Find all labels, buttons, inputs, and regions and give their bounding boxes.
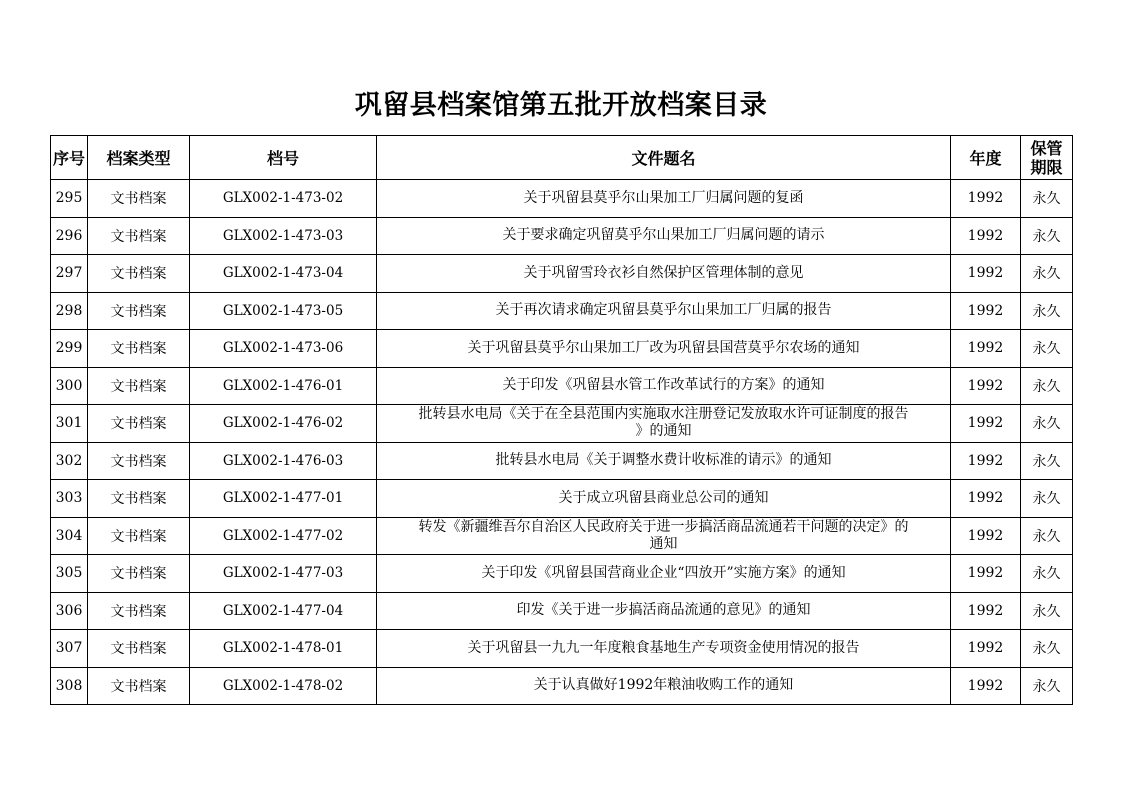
cell-type: 文书档案 bbox=[88, 367, 190, 405]
cell-archive-id: GLX002-1-473-02 bbox=[190, 180, 377, 218]
cell-year: 1992 bbox=[951, 180, 1021, 218]
cell-doc-title bbox=[377, 405, 951, 443]
cell-retention: 永久 bbox=[1021, 555, 1073, 593]
doc-title-continuation: 》的通知 bbox=[635, 423, 692, 440]
cell-doc-title bbox=[377, 217, 951, 255]
cell-retention: 永久 bbox=[1021, 367, 1073, 405]
cell-seq: 304 bbox=[51, 517, 88, 555]
doc-title-text: 关于印发《巩留县国营商业企业“四放开”实施方案》的通知 bbox=[481, 564, 846, 581]
cell-seq: 303 bbox=[51, 480, 88, 518]
cell-seq: 296 bbox=[51, 217, 88, 255]
table-row bbox=[51, 292, 1073, 330]
cell-retention: 永久 bbox=[1021, 405, 1073, 443]
table-body bbox=[51, 180, 1073, 705]
cell-type: 文书档案 bbox=[88, 630, 190, 668]
cell-doc-title bbox=[377, 255, 951, 293]
doc-title-text: 批转县水电局《关于调整水费计收标准的请示》的通知 bbox=[495, 452, 832, 469]
cell-seq: 302 bbox=[51, 442, 88, 480]
cell-year: 1992 bbox=[951, 630, 1021, 668]
cell-seq: 308 bbox=[51, 667, 88, 705]
cell-type: 文书档案 bbox=[88, 592, 190, 630]
cell-year: 1992 bbox=[951, 517, 1021, 555]
header-retention-line2: 期限 bbox=[1030, 157, 1063, 177]
cell-year: 1992 bbox=[951, 330, 1021, 368]
cell-archive-id: GLX002-1-473-06 bbox=[190, 330, 377, 368]
table-row bbox=[51, 330, 1073, 368]
cell-retention: 永久 bbox=[1021, 180, 1073, 218]
cell-type: 文书档案 bbox=[88, 180, 190, 218]
cell-seq: 301 bbox=[51, 405, 88, 443]
cell-archive-id: GLX002-1-477-03 bbox=[190, 555, 377, 593]
cell-seq: 300 bbox=[51, 367, 88, 405]
cell-year: 1992 bbox=[951, 405, 1021, 443]
table-row bbox=[51, 367, 1073, 405]
cell-seq: 299 bbox=[51, 330, 88, 368]
cell-year: 1992 bbox=[951, 367, 1021, 405]
cell-archive-id: GLX002-1-477-01 bbox=[190, 480, 377, 518]
cell-retention: 永久 bbox=[1021, 330, 1073, 368]
doc-title-text: 批转县水电局《关于在全县范围内实施取水注册登记发放取水许可证制度的报告 bbox=[418, 406, 909, 423]
doc-title-text: 关于要求确定巩留莫乎尔山果加工厂归属问题的请示 bbox=[502, 227, 825, 244]
cell-year: 1992 bbox=[951, 555, 1021, 593]
header-row bbox=[51, 136, 1073, 180]
doc-title-text: 关于认真做好1992年粮油收购工作的通知 bbox=[533, 677, 794, 694]
cell-doc-title bbox=[377, 442, 951, 480]
cell-seq: 306 bbox=[51, 592, 88, 630]
cell-type: 文书档案 bbox=[88, 405, 190, 443]
cell-type: 文书档案 bbox=[88, 442, 190, 480]
header-doc-title: 文件题名 bbox=[377, 136, 951, 180]
doc-title-text: 关于再次请求确定巩留县莫乎尔山果加工厂归属的报告 bbox=[495, 302, 832, 319]
table-header bbox=[51, 136, 1073, 180]
cell-retention: 永久 bbox=[1021, 217, 1073, 255]
cell-doc-title bbox=[377, 592, 951, 630]
cell-archive-id: GLX002-1-477-04 bbox=[190, 592, 377, 630]
doc-title-text: 关于巩留县一九九一年度粮食基地生产专项资金使用情况的报告 bbox=[467, 639, 860, 656]
doc-title-text: 转发《新疆维吾尔自治区人民政府关于进一步搞活商品流通若干问题的决定》的 bbox=[418, 518, 909, 535]
cell-type: 文书档案 bbox=[88, 555, 190, 593]
cell-archive-id: GLX002-1-476-01 bbox=[190, 367, 377, 405]
doc-title-text: 关于巩留雪玲衣衫自然保护区管理体制的意见 bbox=[523, 264, 804, 281]
header-type: 档案类型 bbox=[88, 136, 190, 180]
cell-archive-id: GLX002-1-473-05 bbox=[190, 292, 377, 330]
cell-doc-title bbox=[377, 480, 951, 518]
cell-year: 1992 bbox=[951, 592, 1021, 630]
cell-seq: 307 bbox=[51, 630, 88, 668]
cell-type: 文书档案 bbox=[88, 330, 190, 368]
cell-retention: 永久 bbox=[1021, 667, 1073, 705]
cell-archive-id: GLX002-1-476-03 bbox=[190, 442, 377, 480]
cell-type: 文书档案 bbox=[88, 667, 190, 705]
table-row bbox=[51, 180, 1073, 218]
header-archive-id: 档号 bbox=[190, 136, 377, 180]
doc-title-text: 关于印发《巩留县水管工作改革试行的方案》的通知 bbox=[502, 377, 825, 394]
cell-archive-id: GLX002-1-478-01 bbox=[190, 630, 377, 668]
cell-doc-title bbox=[377, 330, 951, 368]
table-row bbox=[51, 517, 1073, 555]
header-year: 年度 bbox=[951, 136, 1021, 180]
cell-year: 1992 bbox=[951, 255, 1021, 293]
table-row bbox=[51, 667, 1073, 705]
cell-type: 文书档案 bbox=[88, 217, 190, 255]
cell-seq: 295 bbox=[51, 180, 88, 218]
table-row bbox=[51, 630, 1073, 668]
cell-archive-id: GLX002-1-473-03 bbox=[190, 217, 377, 255]
table-row bbox=[51, 442, 1073, 480]
cell-doc-title bbox=[377, 630, 951, 668]
table-row bbox=[51, 555, 1073, 593]
doc-title-text: 关于巩留县莫乎尔山果加工厂改为巩留县国营莫乎尔农场的通知 bbox=[467, 339, 860, 356]
cell-seq: 297 bbox=[51, 255, 88, 293]
cell-retention: 永久 bbox=[1021, 517, 1073, 555]
header-retention bbox=[1021, 136, 1073, 180]
cell-year: 1992 bbox=[951, 480, 1021, 518]
cell-archive-id: GLX002-1-473-04 bbox=[190, 255, 377, 293]
cell-archive-id: GLX002-1-476-02 bbox=[190, 405, 377, 443]
cell-type: 文书档案 bbox=[88, 255, 190, 293]
cell-doc-title bbox=[377, 292, 951, 330]
cell-type: 文书档案 bbox=[88, 480, 190, 518]
table-row bbox=[51, 592, 1073, 630]
cell-doc-title bbox=[377, 180, 951, 218]
table-row bbox=[51, 217, 1073, 255]
table-row bbox=[51, 480, 1073, 518]
doc-title-text: 印发《关于进一步搞活商品流通的意见》的通知 bbox=[516, 602, 811, 619]
table-row bbox=[51, 255, 1073, 293]
cell-retention: 永久 bbox=[1021, 255, 1073, 293]
cell-retention: 永久 bbox=[1021, 292, 1073, 330]
doc-title-continuation: 通知 bbox=[649, 535, 678, 552]
cell-retention: 永久 bbox=[1021, 592, 1073, 630]
cell-doc-title bbox=[377, 555, 951, 593]
cell-year: 1992 bbox=[951, 292, 1021, 330]
archive-catalog-table bbox=[50, 135, 1073, 705]
cell-retention: 永久 bbox=[1021, 442, 1073, 480]
doc-title-text: 关于成立巩留县商业总公司的通知 bbox=[558, 489, 769, 506]
cell-doc-title bbox=[377, 667, 951, 705]
doc-title-text: 关于巩留县莫乎尔山果加工厂归属问题的复函 bbox=[523, 189, 804, 206]
cell-doc-title bbox=[377, 367, 951, 405]
page-title: 巩留县档案馆第五批开放档案目录 bbox=[354, 90, 768, 121]
cell-type: 文书档案 bbox=[88, 292, 190, 330]
cell-archive-id: GLX002-1-477-02 bbox=[190, 517, 377, 555]
cell-year: 1992 bbox=[951, 442, 1021, 480]
cell-archive-id: GLX002-1-478-02 bbox=[190, 667, 377, 705]
table-row bbox=[51, 405, 1073, 443]
cell-doc-title bbox=[377, 517, 951, 555]
cell-year: 1992 bbox=[951, 667, 1021, 705]
cell-seq: 305 bbox=[51, 555, 88, 593]
cell-seq: 298 bbox=[51, 292, 88, 330]
cell-retention: 永久 bbox=[1021, 630, 1073, 668]
cell-type: 文书档案 bbox=[88, 517, 190, 555]
header-retention-line1: 保管 bbox=[1030, 138, 1063, 158]
header-seq: 序号 bbox=[51, 136, 88, 180]
cell-retention: 永久 bbox=[1021, 480, 1073, 518]
cell-year: 1992 bbox=[951, 217, 1021, 255]
